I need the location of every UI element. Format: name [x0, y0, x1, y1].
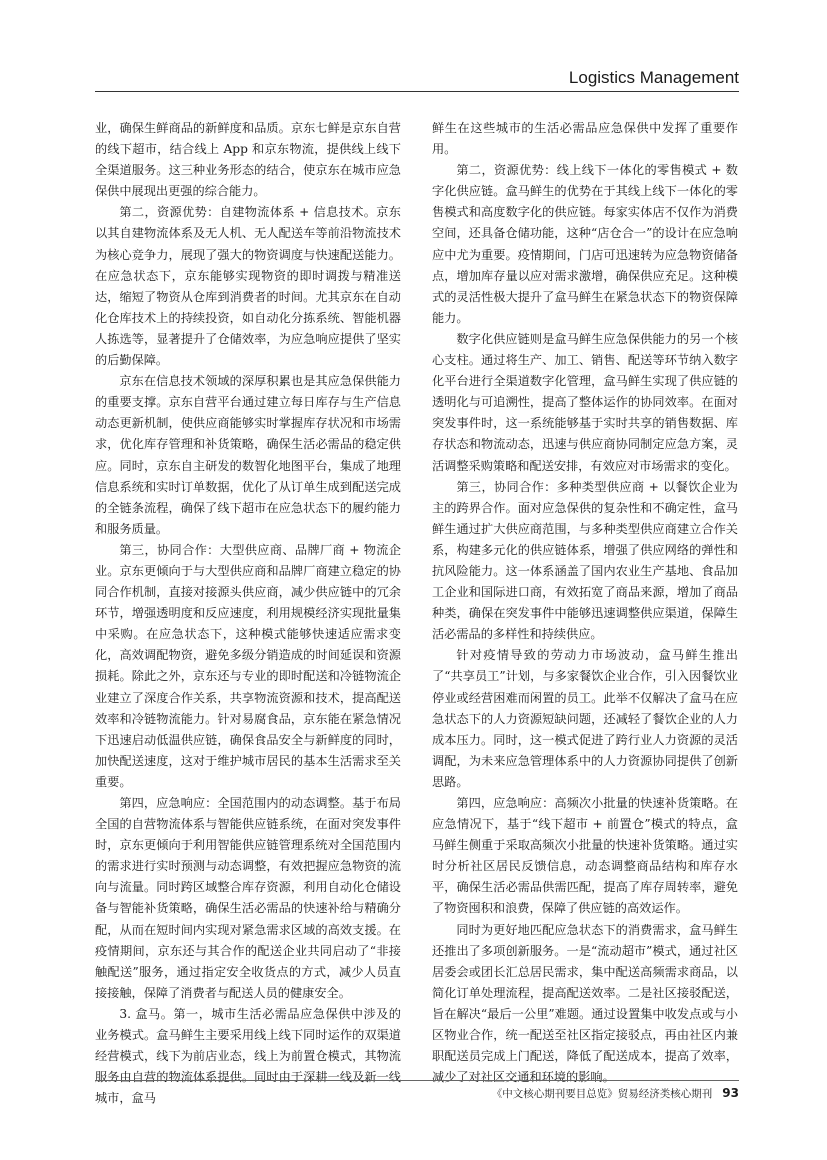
paragraph: 针对疫情导致的劳动力市场波动，盒马鲜生推出了“共享员工”计划，与多家餐饮企业合作，引入因餐饮业停业或经营困难而闲置的员工。此举不仅解决了盒马在应急状态下的人力资源短缺问题，还减轻了餐饮企业的人力成本压力。同时，这一模式促进了跨行业人力资源的灵活调配，为未来应急管理体系中的人力资源协同提供了创新思路。	[432, 648, 738, 789]
header-rule	[95, 91, 739, 92]
page-number: 93	[722, 1086, 739, 1100]
paragraph: 第二，资源优势：自建物流体系 + 信息技术。京东以其自建物流体系及无人机、无人配送车等前沿物流技术为核心竞争力，展现了强大的物资调度与快速配送能力。在应急状态下，京东能够实现物资的即时调拨与精准送达，缩短了物资从仓库到消费者的时间。尤其京东在自动化仓库技术上的持续投资，如自动化分拣系统、智能机器人拣选等，显著提升了仓储效率，为应急响应提供了坚实的后勤保障。	[95, 205, 401, 368]
page-footer	[492, 1086, 739, 1101]
paragraph: 第二，资源优势：线上线下一体化的零售模式 + 数字化供应链。盒马鲜生的优势在于其线上线下一体化的零售模式和高度数字化的供应链。每家实体店不仅作为消费空间，还具备仓储功能，这种“店仓合一”的设计在应急响应中尤为重要。疫情期间，门店可迅速转为应急物资储备点，增加库存量以应对需求激增，确保供应充足。这种模式的灵活性极大提升了盒马鲜生在紧急状态下的物资保障能力。	[432, 163, 738, 325]
paragraph: 第三，协同合作：大型供应商、品牌厂商 + 物流企业。京东更倾向于与大型供应商和品牌厂商建立稳定的协同合作机制，直接对接源头供应商，减少供应链中的冗余环节，增强透明度和反应速度，利用规模经济实现批量集中采购。在应急状态下，这种模式能够快速适应需求变化，高效调配物资，避免多级分销造成的时间延误和资源损耗。除此之外，京东还与专业的即时配送和冷链物流企业建立了深度合作关系，共享物流资源和技术，提高配送效率和冷链物流能力。针对易腐食品，京东能在紧急情况下迅速启动低温供应链，确保食品安全与新鲜度的同时，加快配送速度，这对于维护城市居民的基本生活需求至关重要。	[95, 542, 401, 789]
paragraph: 第四，应急响应：高频次小批量的快速补货策略。在应急情况下，基于“线下超市 + 前置仓”模式的特点，盒马鲜生侧重于采取高频次小批量的快速补货策略。通过实时分析社区居民反馈信息，动态调整商品结构和库存水平，确保生活必需品供需匹配，提高了库存周转率，避免了物资囤积和浪费，保障了供应链的高效运作。	[432, 796, 738, 916]
paragraph: 业，确保生鲜商品的新鲜度和品质。京东七鲜是京东自营的线下超市，结合线上 App 和京东物流，提供线上线下全渠道服务。这三种业务形态的结合，使京东在城市应急保供中展现出更强的综合能力。	[95, 121, 401, 199]
paragraph: 第三，协同合作：多种类型供应商 + 以餐饮企业为主的跨界合作。面对应急保供的复杂性和不确定性，盒马鲜生通过扩大供应商范围，与多种类型供应商建立合作关系，构建多元化的供应链体系，增强了供应网络的弹性和抗风险能力。这一体系涵盖了国内农业生产基地、食品加工企业和国际进口商，有效拓宽了商品来源，增加了商品种类，确保在突发事件中能够迅速调整供应渠道，保障生活必需品的多样性和持续供应。	[432, 479, 738, 642]
footer-rule	[95, 1080, 739, 1081]
paragraph: 京东在信息技术领域的深厚积累也是其应急保供能力的重要支撑。京东自营平台通过建立每日库存与生产信息动态更新机制，使供应商能够实时掌握库存状况和市场需求，优化库存管理和补货策略，确保生活必需品的稳定供应。同时，京东自主研发的数智化地图平台，集成了地理信息系统和实时订单数据，优化了从订单生成到配送完成的全链条流程，确保了线下超市在应急状态下的履约能力和服务质量。	[95, 374, 401, 536]
journal-label: 《中文核心期刊要目总览》贸易经济类核心期刊	[491, 1088, 713, 1100]
paragraph: 3. 盒马。第一，城市生活必需品应急保供中涉及的业务模式。盒马鲜生主要采用线上线下同时运作的双渠道经营模式，线下为前店业态，线上为前置仓模式，其物流服务由自营的物流体系提供。同时由于深耕一线及新一线城市，盒马	[95, 1006, 401, 1106]
paragraph: 数字化供应链则是盒马鲜生应急保供能力的另一个核心支柱。通过将生产、加工、销售、配送等环节纳入数字化平台进行全渠道数字化管理，盒马鲜生实现了供应链的透明化与可追溯性，提高了整体运作的协同效率。在面对突发事件时，这一系统能够基于实时共享的销售数据、库存状态和物流动态，迅速与供应商协同制定应急方案，灵活调整采购策略和配送安排，有效应对市场需求的变化。	[432, 331, 738, 473]
paragraph: 鲜生在这些城市的生活必需品应急保供中发挥了重要作用。	[432, 121, 738, 157]
paragraph: 第四，应急响应：全国范围内的动态调整。基于布局全国的自营物流体系与智能供应链系统，在面对突发事件时，京东更倾向于利用智能供应链管理系统对全国范围内的需求进行实时预测与动态调整，有效把握应急物资的流向与流量。同时跨区域整合库存资源，利用自动化仓储设备与智能补货策略，确保生活必需品的快速补给与精确分配，从而在短时间内实现对紧急需求区域的高效支援。在疫情期间，京东还与其合作的配送企业共同启动了“非接触配送”服务，通过指定安全收货点的方式，减少人员直接接触，保障了消费者与配送人员的健康安全。	[95, 796, 401, 1000]
paragraph: 同时为更好地匹配应急状态下的消费需求，盒马鲜生还推出了多项创新服务。一是“流动超市”模式，通过社区居委会或团长汇总居民需求，集中配送高频需求商品，以简化订单处理流程，提高配送效率。二是社区接驳配送，旨在解决“最后一公里”难题。通过设置集中收发点或与小区物业合作，统一配送至社区指定接驳点，再由社区内兼职配送员完成上门配送，降低了配送成本，提高了效率，减少了对社区交通和环境的影响。	[432, 922, 738, 1085]
left-column	[95, 118, 401, 1109]
running-header-title: Logistics Management	[568, 68, 739, 87]
right-column	[432, 118, 738, 1088]
